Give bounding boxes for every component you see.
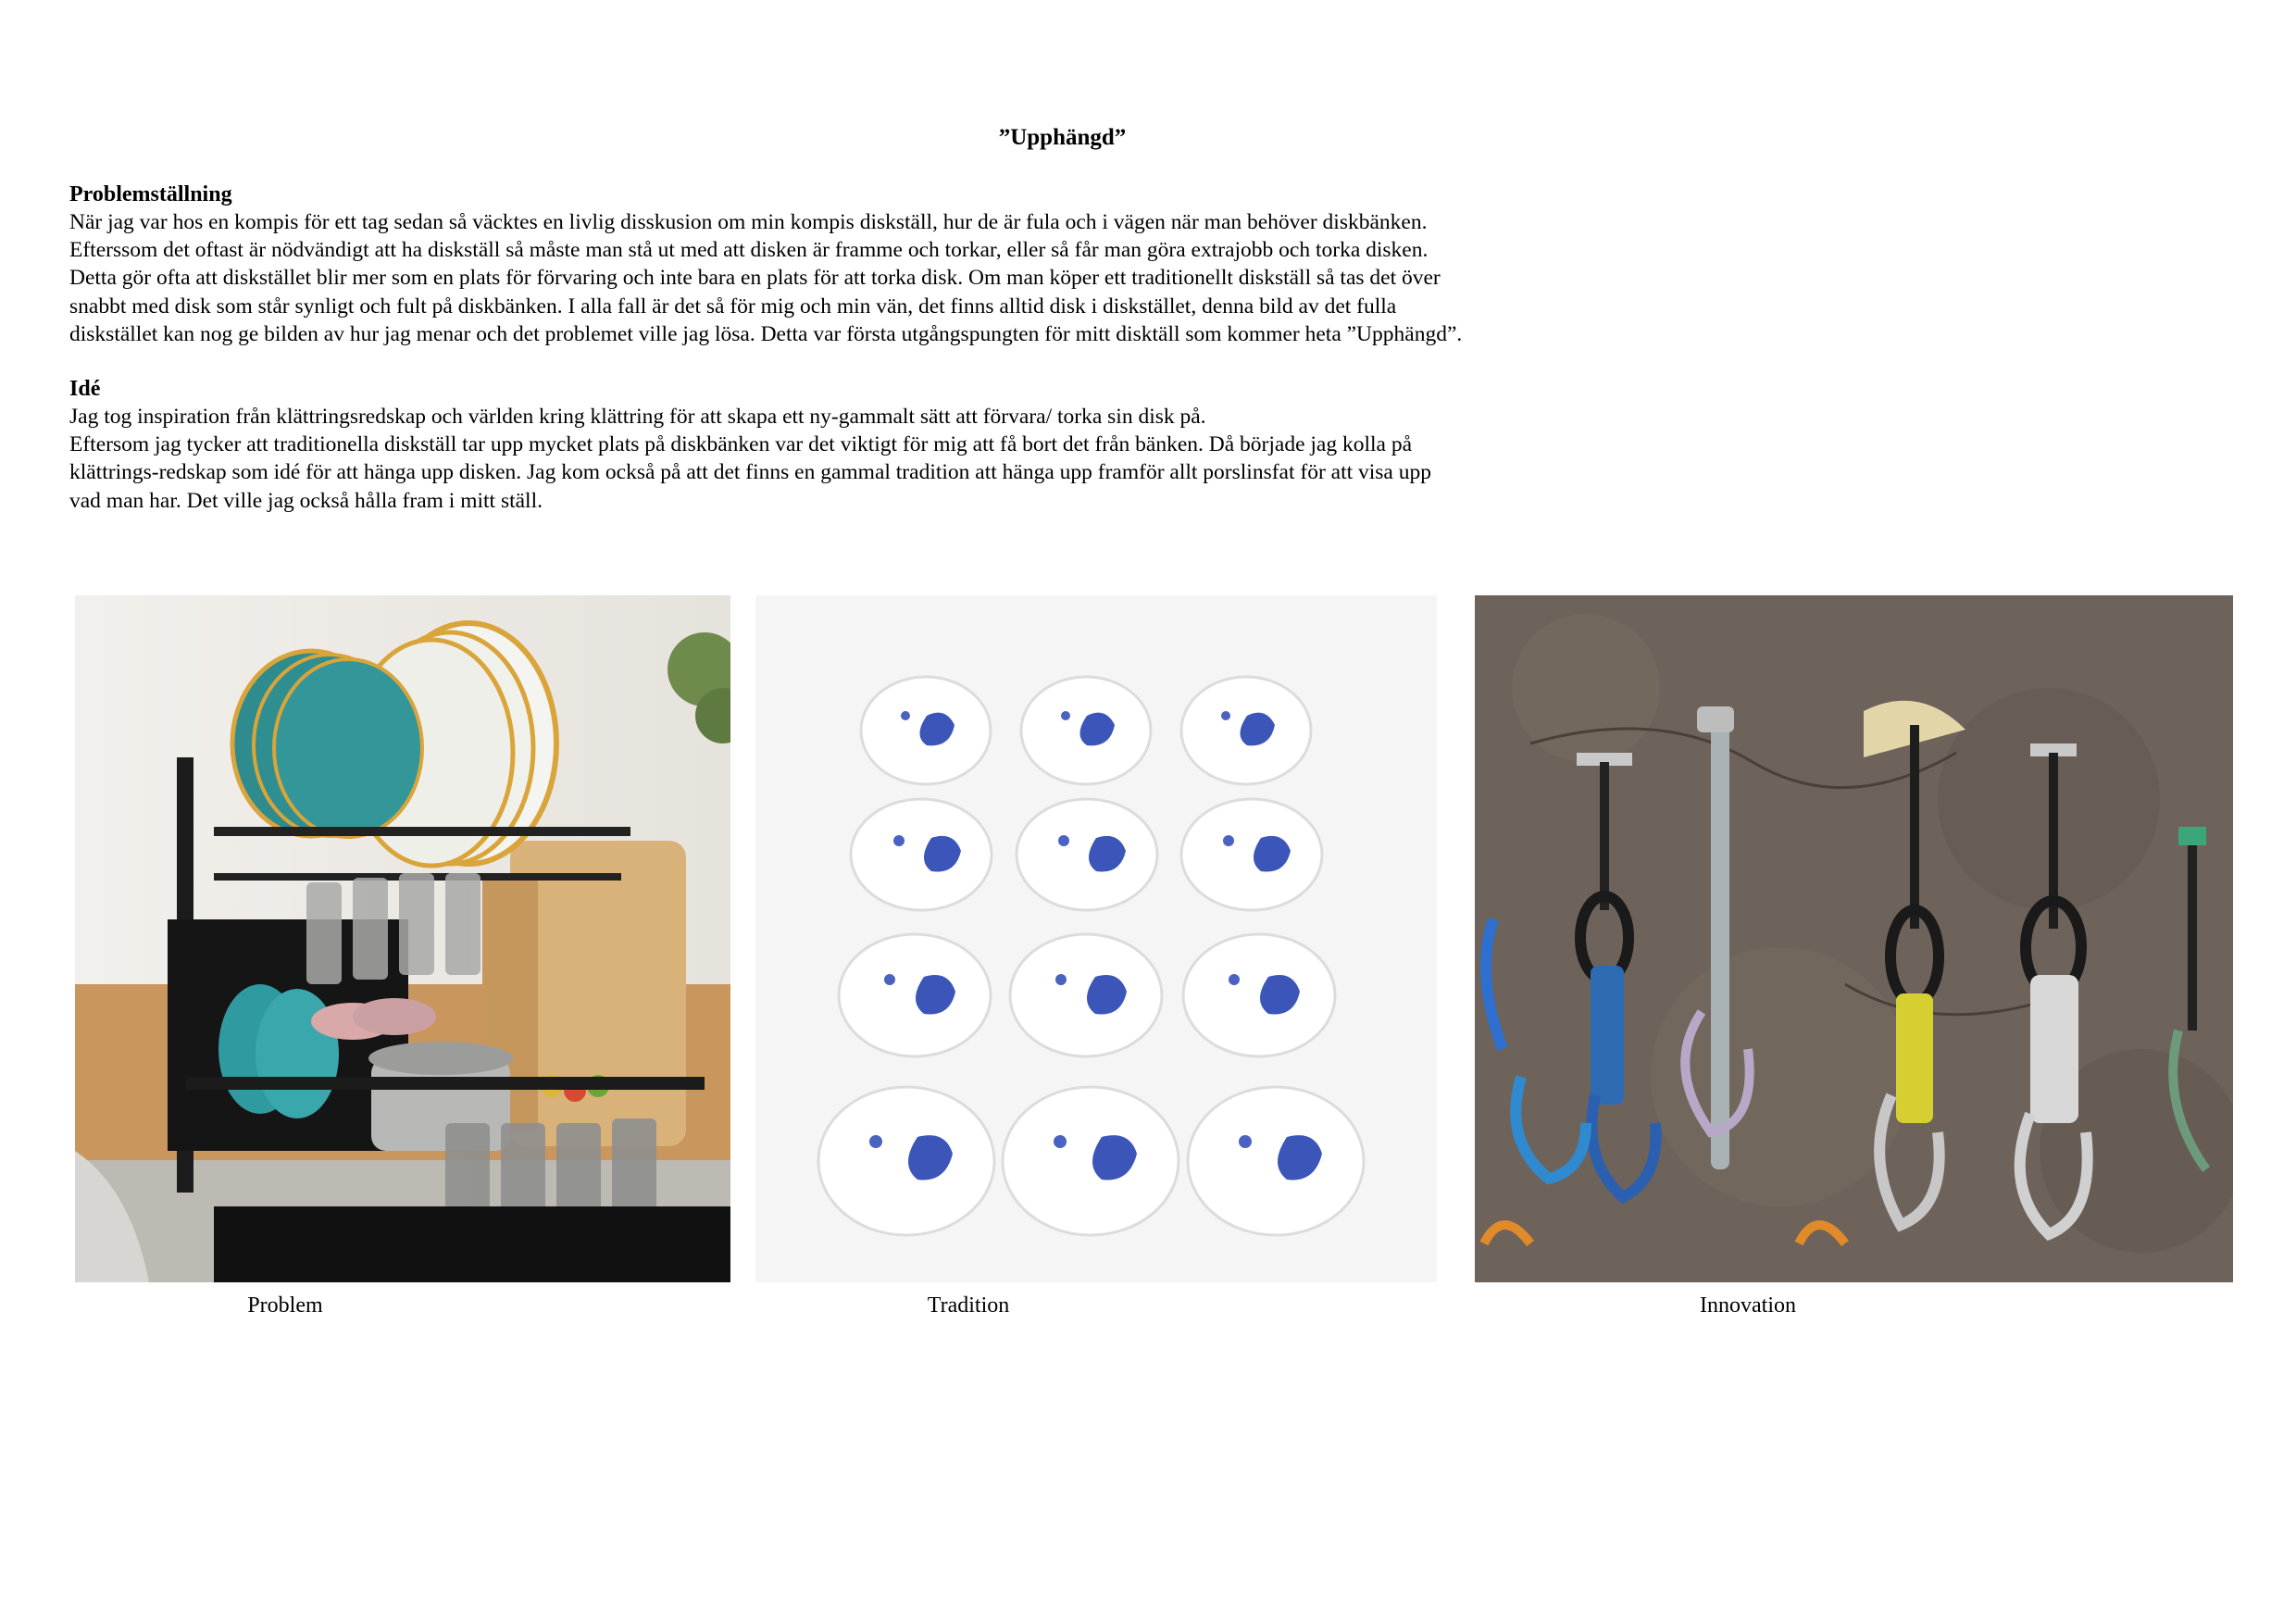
problem-line: snabbt med disk som står synligt och fult på diskbänken. I alla fall är det så för mig och min vän, det finns alltid disk i diskstället, denna bild av det fulla (69, 294, 1397, 319)
idea-heading: Idé (69, 377, 101, 401)
idea-line: Jag tog inspiration från klättringsredskap och världen kring klättring för att skapa ett ny-gammalt sätt att förvara/ torka sin disk på. (69, 405, 1206, 429)
problem-line: Detta gör ofta att diskstället blir mer som en plats för förvaring och inte bara en plats för att torka disk. Om man köper ett traditionellt diskställ så tas det över (69, 266, 1441, 291)
dish-rack-photo (75, 595, 730, 1282)
figure-caption-tradition: Tradition (927, 1293, 1010, 1318)
porcelain-plates-photo (755, 595, 1437, 1282)
problem-line: Efterssom det oftast är nödvändigt att ha diskställ så måste man stå ut med att disken är framme och torkar, eller så får man göra extrajobb och torka disken. (69, 238, 1429, 263)
idea-section (69, 375, 1662, 515)
problem-line: När jag var hos en kompis för ett tag sedan så väcktes en livlig disskusion om min kompis diskställ, hur de är fula och i vägen när man behöver diskbänken. (69, 210, 1428, 234)
figure-caption-problem: Problem (247, 1293, 323, 1318)
problem-section (69, 181, 1662, 348)
idea-line: vad man har. Det ville jag också hålla fram i mitt ställ. (69, 488, 543, 513)
problem-heading: Problemställning (69, 182, 232, 206)
idea-line: klättrings-redskap som idé för att hänga upp disken. Jag kom också på att det finns en gammal tradition att hänga upp framför allt porslinsfat för att visa upp (69, 460, 1431, 485)
document-title: ”Upphängd” (998, 125, 1127, 150)
figure-caption-innovation: Innovation (1700, 1293, 1796, 1318)
climbing-gear-photo (1475, 595, 2233, 1282)
idea-line: Eftersom jag tycker att traditionella diskställ tar upp mycket plats på diskbänken var det viktigt för mig att få bort det från bänken. Då började jag kolla på (69, 432, 1413, 457)
problem-line: diskstället kan nog ge bilden av hur jag menar och det problemet ville jag lösa. Detta var första utgångspungten för mitt disktäll som kommer heta ”Upphängd”. (69, 321, 1463, 346)
